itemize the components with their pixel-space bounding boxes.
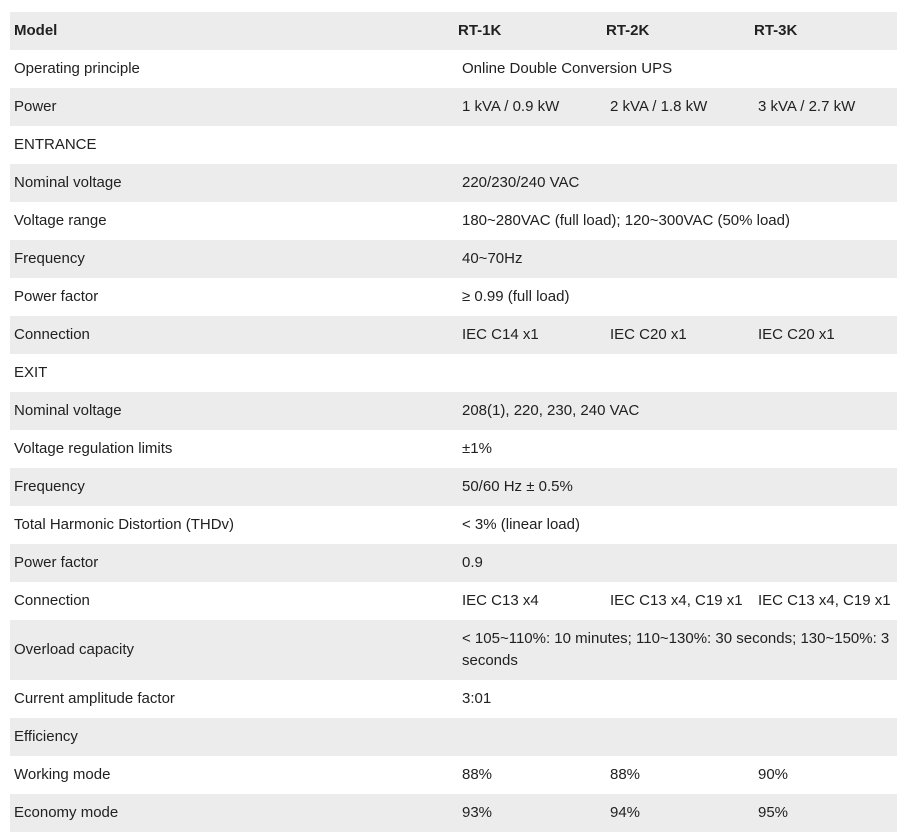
row-label: Operating principle bbox=[14, 60, 140, 77]
row-label: Nominal voltage bbox=[10, 164, 458, 202]
spec-row bbox=[10, 544, 897, 582]
section-label: Efficiency bbox=[10, 718, 897, 756]
row-label: Working mode bbox=[14, 766, 111, 783]
row-label: Power bbox=[10, 88, 458, 126]
row-label: Frequency bbox=[10, 240, 458, 278]
spec-row bbox=[10, 278, 897, 316]
spec-row bbox=[10, 430, 897, 468]
spec-row bbox=[10, 164, 897, 202]
row-label: Overload capacity bbox=[10, 620, 458, 680]
row-merged-value: ≥ 0.99 (full load) bbox=[462, 288, 570, 305]
header-model-label: Model bbox=[10, 12, 458, 50]
ups-spec-table bbox=[10, 12, 897, 832]
row-value: 2 kVA / 1.8 kW bbox=[606, 88, 754, 126]
row-merged-value: < 3% (linear load) bbox=[462, 516, 580, 533]
row-label: Total Harmonic Distortion (THDv) bbox=[14, 516, 235, 533]
header-col-rt-3k: RT-3K bbox=[754, 12, 897, 50]
section-label: ENTRANCE bbox=[14, 136, 97, 153]
row-label: Connection bbox=[14, 592, 90, 609]
row-merged-value: 40~70Hz bbox=[458, 240, 897, 278]
spec-row bbox=[10, 392, 897, 430]
spec-row bbox=[10, 756, 897, 794]
row-label: Power factor bbox=[14, 288, 99, 305]
spec-row bbox=[10, 680, 897, 718]
row-label: Connection bbox=[10, 316, 458, 354]
row-value: 88% bbox=[462, 766, 493, 783]
row-value: IEC C13 x4, C19 x1 bbox=[610, 592, 743, 609]
spec-row bbox=[10, 202, 897, 240]
row-label: Power factor bbox=[10, 544, 458, 582]
row-value: 94% bbox=[606, 794, 754, 832]
row-label: Voltage regulation limits bbox=[14, 440, 173, 457]
row-label: Nominal voltage bbox=[10, 392, 458, 430]
row-merged-value: Online Double Conversion UPS bbox=[462, 60, 673, 77]
row-merged-value: 220/230/240 VAC bbox=[458, 164, 897, 202]
spec-row bbox=[10, 88, 897, 126]
row-merged-value: ±1% bbox=[462, 440, 492, 457]
spec-row bbox=[10, 468, 897, 506]
row-value: 93% bbox=[458, 794, 606, 832]
spec-table-body bbox=[10, 12, 897, 832]
header-col-rt-2k: RT-2K bbox=[606, 12, 754, 50]
row-merged-value: 208(1), 220, 230, 240 VAC bbox=[458, 392, 897, 430]
row-value: 3 kVA / 2.7 kW bbox=[754, 88, 897, 126]
row-value: 1 kVA / 0.9 kW bbox=[458, 88, 606, 126]
spec-row bbox=[10, 506, 897, 544]
spec-row bbox=[10, 718, 897, 756]
row-label: Voltage range bbox=[14, 212, 107, 229]
spec-row bbox=[10, 50, 897, 88]
row-value: 90% bbox=[758, 766, 789, 783]
spec-row bbox=[10, 354, 897, 392]
spec-row bbox=[10, 126, 897, 164]
row-value: IEC C20 x1 bbox=[606, 316, 754, 354]
row-value: IEC C14 x1 bbox=[458, 316, 606, 354]
row-value: 95% bbox=[754, 794, 897, 832]
row-label: Frequency bbox=[10, 468, 458, 506]
header-row bbox=[10, 12, 897, 50]
spec-row bbox=[10, 240, 897, 278]
section-label: EXIT bbox=[14, 364, 48, 381]
spec-row bbox=[10, 620, 897, 680]
spec-row bbox=[10, 794, 897, 832]
row-value: 88% bbox=[610, 766, 641, 783]
row-value: IEC C13 x4 bbox=[462, 592, 539, 609]
header-col-rt-1k: RT-1K bbox=[458, 12, 606, 50]
spec-row bbox=[10, 316, 897, 354]
row-merged-value: 50/60 Hz ± 0.5% bbox=[458, 468, 897, 506]
row-merged-value: 180~280VAC (full load); 120~300VAC (50% load) bbox=[462, 212, 790, 229]
row-label: Economy mode bbox=[10, 794, 458, 832]
row-label: Current amplitude factor bbox=[14, 690, 175, 707]
row-merged-value: 0.9 bbox=[458, 544, 897, 582]
row-merged-value: 3:01 bbox=[462, 690, 492, 707]
row-value: IEC C13 x4, C19 x1 bbox=[758, 592, 891, 609]
row-merged-value: < 105~110%: 10 minutes; 110~130%: 30 seconds; 130~150%: 3 seconds bbox=[458, 620, 897, 680]
spec-row bbox=[10, 582, 897, 620]
row-value: IEC C20 x1 bbox=[754, 316, 897, 354]
